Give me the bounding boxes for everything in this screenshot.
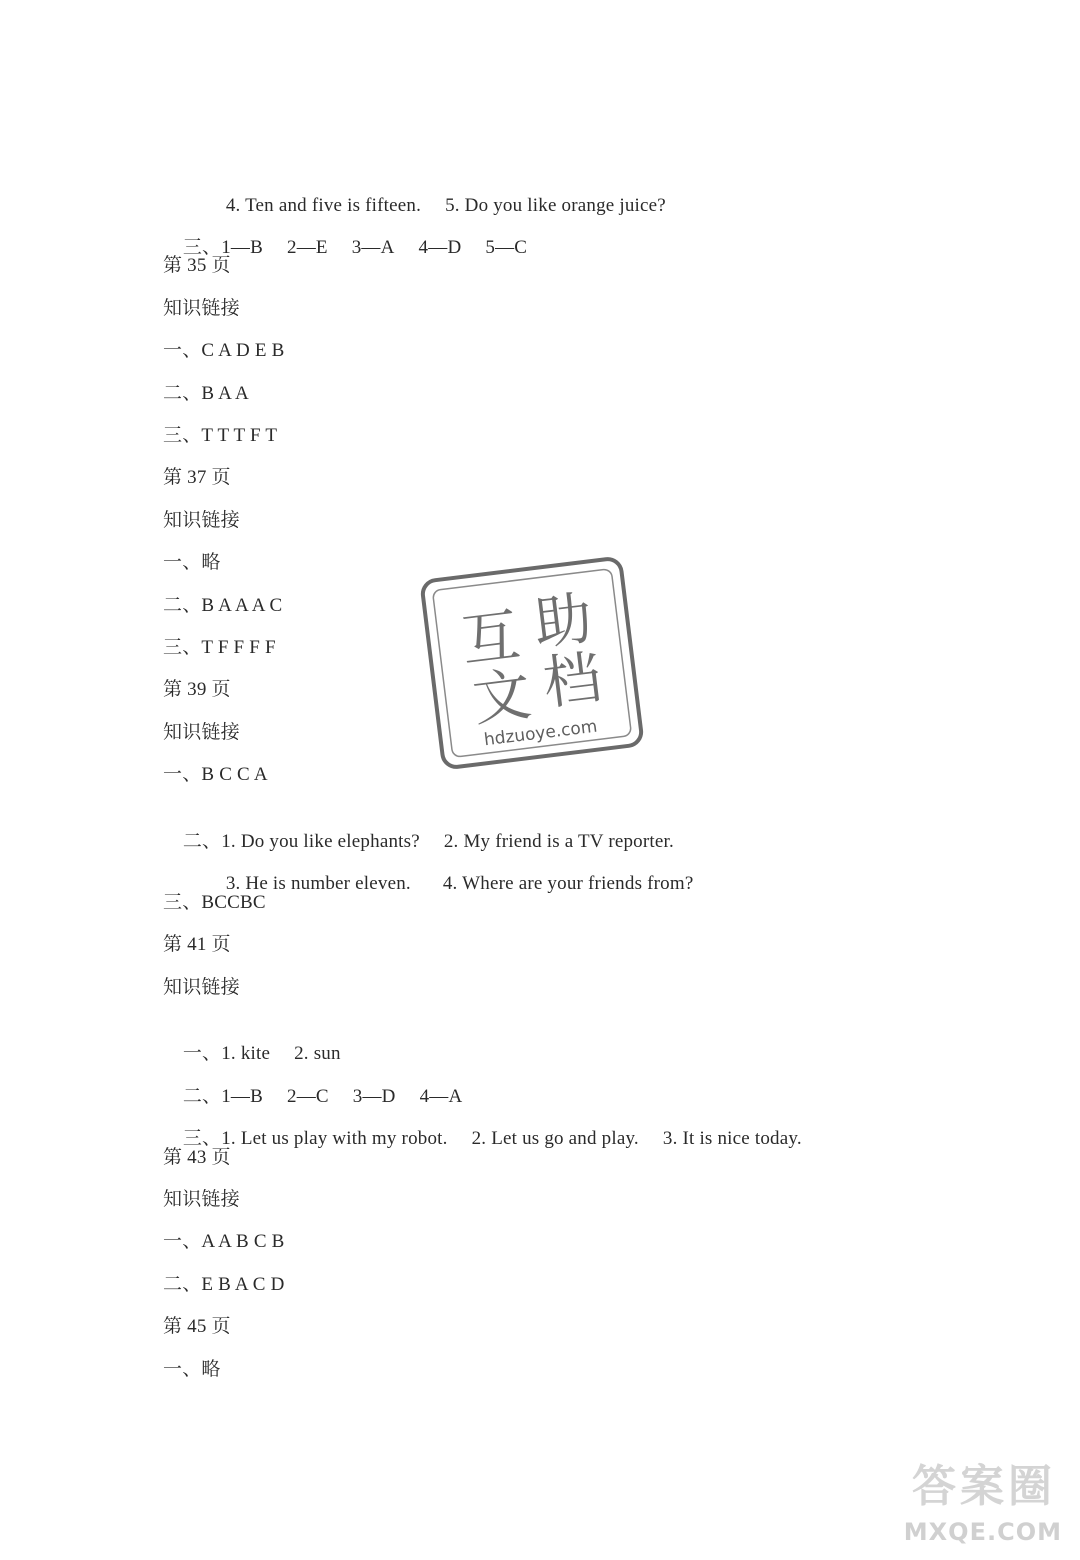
answer-item: 一、1. kite [182, 1043, 271, 1064]
stamp-frame [417, 553, 647, 773]
section-heading: 知识链接 [163, 722, 240, 743]
answer-item: 5. Do you like orange juice? [445, 195, 666, 216]
page-heading: 第 45 页 [163, 1316, 231, 1337]
section-heading: 知识链接 [163, 298, 240, 319]
answer-line [206, 848, 694, 920]
answer-item: 二、1. Do you like elephants? [182, 831, 420, 852]
page-heading: 第 35 页 [163, 255, 231, 276]
answer-item: 4. Where are your friends from? [442, 873, 694, 894]
answer-item: 2—C [287, 1086, 329, 1107]
stamp-url: hdzuoye.com [482, 716, 599, 751]
answer-item: 4—D [418, 237, 462, 258]
stamp-char: 档 [539, 642, 606, 718]
answer-item: 2. My friend is a TV reporter. [443, 831, 674, 852]
answer-item: 4. Ten and five is fifteen. [225, 195, 422, 216]
answer-item: 3—D [352, 1086, 396, 1107]
stamp-char: 文 [468, 659, 535, 735]
answer-line [163, 1103, 802, 1175]
answer-item: 5—C [485, 237, 528, 258]
answer-item: 3—A [351, 237, 395, 258]
answer-line: 一、A A B C B [163, 1231, 285, 1252]
answer-item: 2. sun [294, 1043, 341, 1064]
answer-item: 三、1—B [182, 237, 263, 258]
stamp-char: 助 [530, 583, 597, 659]
answer-item: 3. He is number eleven. [225, 873, 411, 894]
page-heading: 第 41 页 [163, 934, 231, 955]
corner-watermark [866, 1452, 1066, 1552]
stamp-char: 互 [457, 600, 524, 676]
page-heading: 第 43 页 [163, 1147, 231, 1168]
answer-item: 2. Let us go and play. [471, 1128, 639, 1149]
answer-item: 三、1. Let us play with my robot. [182, 1128, 448, 1149]
answer-item: 4—A [419, 1086, 463, 1107]
answer-item: 二、1—B [182, 1086, 263, 1107]
answer-line: 一、C A D E B [163, 340, 285, 361]
answer-line: 一、略 [163, 552, 221, 573]
answer-line: 一、略 [163, 1359, 221, 1380]
section-heading: 知识链接 [163, 1189, 240, 1210]
answer-item: 2—E [287, 237, 328, 258]
answer-line: 一、B C C A [163, 764, 268, 785]
page-heading: 第 39 页 [163, 679, 231, 700]
answer-line: 二、B A A [163, 383, 249, 404]
watermark-logo: 答案圈 [912, 1461, 1056, 1512]
answer-line: 三、T T T F T [163, 425, 278, 446]
answer-line: 二、B A A A C [163, 595, 283, 616]
answer-item: 3. It is nice today. [662, 1128, 802, 1149]
watermark-url: MXQE.COM [903, 1518, 1062, 1546]
answer-line: 二、E B A C D [163, 1274, 285, 1295]
section-heading: 知识链接 [163, 977, 240, 998]
answer-line: 三、BCCBC [163, 892, 266, 913]
page-heading: 第 37 页 [163, 467, 231, 488]
section-heading: 知识链接 [163, 510, 240, 531]
stamp-watermark [417, 553, 647, 773]
answer-line: 三、T F F F F [163, 637, 276, 658]
